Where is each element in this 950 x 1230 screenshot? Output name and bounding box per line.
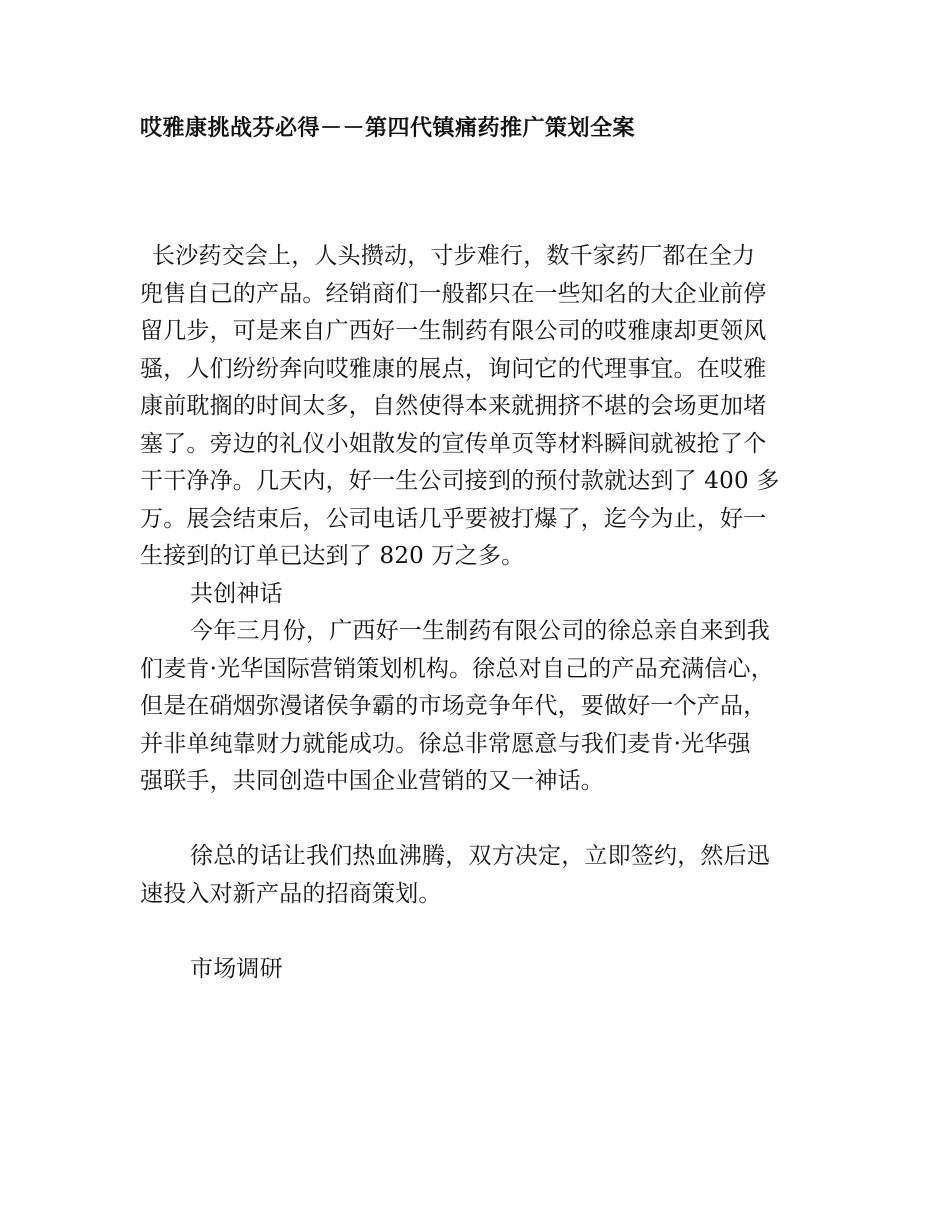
document-body — [140, 238, 830, 988]
document-title: 哎雅康挑战芬必得－－第四代镇痛药推广策划全案 — [140, 115, 636, 141]
paragraph-spacer — [140, 801, 830, 839]
text-line: 但是在硝烟弥漫诸侯争霸的市场竞争年代，要做好一个产品， — [140, 693, 767, 719]
paragraph-spacer — [140, 913, 830, 951]
text-line: 速投入对新产品的招商策划。 — [140, 880, 442, 907]
paragraph-intro — [140, 238, 830, 576]
text-line: 徐总的话让我们热血沸腾，双方决定，立即签约，然后迅 — [190, 843, 770, 869]
text-line: 塞了。旁边的礼仪小姐散发的宣传单页等材料瞬间就被抢了个 — [140, 430, 767, 457]
paragraph-meeting — [140, 613, 830, 801]
text-line: 长沙药交会上，人头攒动，寸步难行，数千家药厂都在全力 — [152, 243, 756, 269]
text-line: 干干净净。几天内，好一生公司接到的预付款就达到了 400 多 — [140, 468, 780, 494]
text-line: 们麦肯·光华国际营销策划机构。徐总对自己的产品充满信心， — [140, 655, 774, 682]
text-line: 骚，人们纷纷奔向哎雅康的展点，询问它的代理事宜。在哎雅 — [140, 355, 767, 382]
text-line: 强联手，共同创造中国企业营销的又一神话。 — [140, 768, 604, 794]
text-line: 留几步，可是来自广西好一生制药有限公司的哎雅康却更领风 — [140, 318, 767, 344]
text-line: 今年三月份，广西好一生制药有限公司的徐总亲自来到我 — [190, 618, 770, 644]
text-line: 兜售自己的产品。经销商们一般都只在一些知名的大企业前停 — [140, 280, 767, 307]
text-line: 万。展会结束后，公司电话几乎要被打爆了，迄今为止，好一 — [140, 505, 767, 532]
text-line: 生接到的订单已达到了 820 万之多。 — [140, 543, 525, 569]
section-heading-market-research: 市场调研 — [190, 955, 283, 982]
paragraph-decision — [140, 838, 830, 913]
text-line: 康前耽搁的时间太多，自然使得本来就拥挤不堪的会场更加堵 — [140, 393, 767, 419]
section-heading-legend: 共创神话 — [190, 580, 283, 607]
text-line: 并非单纯靠财力就能成功。徐总非常愿意与我们麦肯·光华强 — [140, 730, 751, 757]
